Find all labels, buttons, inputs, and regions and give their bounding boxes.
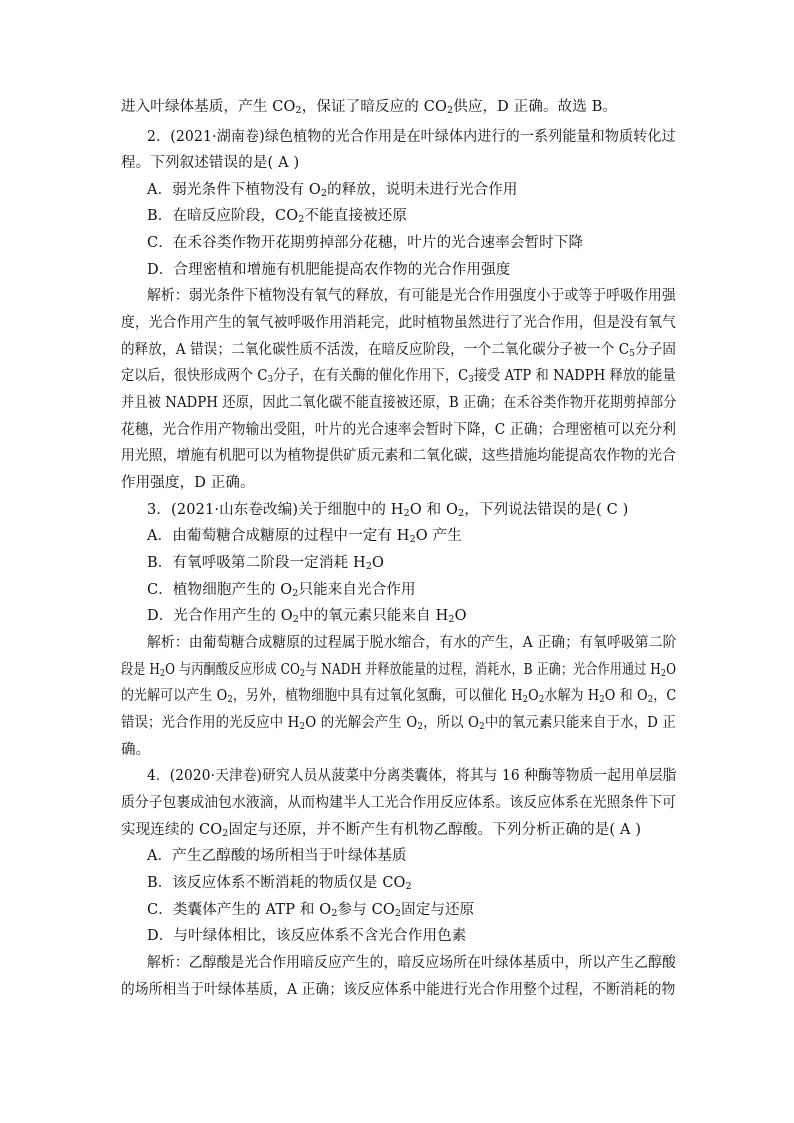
text-run: B．该反应体系不断消耗的物质仅是 CO xyxy=(147,875,406,891)
text-run: 分子固 xyxy=(635,342,677,358)
text-line xyxy=(147,766,677,786)
text-run: 4．(2020·天津卷)研究人员从菠菜中分离类囊体，将其与 16 种酶等物质一起用单层脂 xyxy=(147,768,677,784)
text-run: A．弱光条件下植物没有 O xyxy=(147,182,321,198)
subscript: 2 xyxy=(479,721,485,732)
text-run: 固定与还原 xyxy=(401,902,475,918)
subscript: 2 xyxy=(295,105,302,116)
text-line xyxy=(121,393,676,413)
text-run: O xyxy=(372,555,385,571)
text-run: 用光照，增施有机肥可以为植物提供矿质元素和二氧化碳，这些措施均能提高农作物的光合 xyxy=(121,448,676,464)
text-run: B．在暗反应阶段，CO xyxy=(147,208,299,224)
subscript: 3 xyxy=(468,374,474,385)
text-run: 的场所相当于叶绿体基质，A 正确；该反应体系中能进行光合作用整个过程，不断消耗的物 xyxy=(121,982,676,998)
text-run: O 与丙酮酸反应形成 CO xyxy=(165,662,300,678)
subscript: 2 xyxy=(365,561,373,572)
text-run: 定以后，很快形成两个 C xyxy=(121,368,268,384)
text-line xyxy=(147,953,676,973)
text-line xyxy=(147,873,412,893)
subscript: 2 xyxy=(447,105,454,116)
text-run: 度，光合作用产生的氧气被呼吸作用消耗完，此时植物虽然进行了光合作用，但是没有氧气 xyxy=(121,315,676,331)
text-line xyxy=(147,606,467,626)
text-run: B．有氧呼吸第二阶段一定消耗 H xyxy=(147,555,366,571)
text-run: 分子，在有关酶的催化作用下，C xyxy=(273,368,469,384)
text-run: O xyxy=(666,662,677,678)
text-run: 质分子包裹成油包水液滴，从而构建半人工光合作用反应体系。该反应体系在光照条件下可 xyxy=(121,795,676,811)
text-run: C．在禾谷类作物开花期剪掉部分花穗，叶片的光合速率会暂时下降 xyxy=(147,235,584,251)
text-line xyxy=(147,127,676,147)
text-run: 的释放，A 错误；二氧化碳性质不活泼，在暗反应阶段，一个二氧化碳分子被一个 C xyxy=(121,342,630,358)
subscript: 2 xyxy=(227,694,233,705)
text-line xyxy=(121,980,675,1000)
text-line xyxy=(121,313,676,333)
subscript: 2 xyxy=(292,614,299,625)
subscript: 2 xyxy=(331,908,338,919)
text-line xyxy=(121,793,676,813)
subscript: 2 xyxy=(299,721,306,732)
subscript: 2 xyxy=(222,828,229,839)
text-run: 解析：由葡萄糖合成糖原的过程属于脱水缩合，有水的产生，A 正确；有氧呼吸第二阶 xyxy=(147,635,677,651)
text-run: ，另外，植物细胞中具有过氧化氢酶，可以催化 H xyxy=(232,688,523,704)
text-line xyxy=(121,820,641,840)
text-run: D．光合作用产生的 O xyxy=(147,608,293,624)
text-line xyxy=(147,633,677,653)
text-run: O 的光解会产生 O xyxy=(305,715,418,731)
text-run: 并且被 NADPH 还原，因此二氧化碳不能直接被还原，B 正确；在禾谷类作物开花期剪掉部分 xyxy=(121,395,677,411)
text-run: ，C xyxy=(653,688,677,704)
text-line xyxy=(147,526,462,546)
text-run: ，保证了暗反应的 CO xyxy=(301,99,447,115)
text-line xyxy=(147,846,407,866)
text-line xyxy=(121,97,617,117)
text-run: 实现连续的 CO xyxy=(121,822,223,838)
text-line xyxy=(121,740,150,760)
text-run: 错误；光合作用的光反应中 H xyxy=(121,715,300,731)
subscript: 2 xyxy=(448,614,455,625)
text-run: C．植物细胞产生的 O xyxy=(147,582,293,598)
text-line xyxy=(147,580,416,600)
text-line xyxy=(121,446,676,466)
text-line xyxy=(147,500,629,520)
subscript: 5 xyxy=(629,348,636,359)
text-run: 中的氧元素只能来自于水，D 正 xyxy=(484,715,676,731)
text-run: 中的氧元素只能来自 H xyxy=(298,608,449,624)
text-line xyxy=(121,686,676,706)
text-line xyxy=(147,180,518,200)
subscript: 2 xyxy=(522,694,529,705)
text-run: O 产生 xyxy=(415,528,462,544)
subscript: 3 xyxy=(267,374,274,385)
text-run: 段是 H xyxy=(121,662,160,678)
subscript: 2 xyxy=(409,534,416,545)
text-line xyxy=(147,900,474,920)
text-run: 不能直接被还原 xyxy=(304,208,408,224)
subscript: 2 xyxy=(647,694,654,705)
text-line xyxy=(121,153,299,173)
text-run: 供应，D 正确。故选 B。 xyxy=(453,99,618,115)
text-run: 进入叶绿体基质，产生 CO xyxy=(121,99,296,115)
text-run: 固定与还原，并不断产生有机物乙醇酸。下列分析正确的是( A ) xyxy=(228,822,642,838)
text-run: C．类囊体产生的 ATP 和 O xyxy=(147,902,332,918)
subscript: 2 xyxy=(403,508,410,519)
subscript: 2 xyxy=(599,694,605,705)
subscript: 2 xyxy=(394,908,402,919)
text-line xyxy=(121,366,676,386)
text-run: 花穗，光合作用产物输出受阻，叶片的光合速率会暂时下降，C 正确；合理密植可以充分利 xyxy=(121,422,677,438)
subscript: 2 xyxy=(292,588,299,599)
text-run: O xyxy=(528,688,539,704)
text-run: 解析：乙醇酸是光合作用暗反应产生的，暗反应场所在叶绿体基质中，所以产生乙醇酸 xyxy=(147,955,676,971)
subscript: 2 xyxy=(458,508,465,519)
subscript: 2 xyxy=(298,214,305,225)
text-run: ，下列说法错误的是( C ) xyxy=(464,502,629,518)
text-run: A．产生乙醇酸的场所相当于叶绿体基质 xyxy=(147,848,407,864)
text-run: D．与叶绿体相比，该反应体系不含光合作用色素 xyxy=(147,928,467,944)
subscript: 2 xyxy=(320,188,328,199)
text-line xyxy=(147,926,466,946)
text-run: ，所以 O xyxy=(423,715,480,731)
text-line xyxy=(147,260,510,280)
text-line xyxy=(121,660,676,680)
text-run: 水解为 H xyxy=(544,688,600,704)
text-run: 解析：弱光条件下植物没有氧气的释放，有可能是光合作用强度小于或等于呼吸作用强 xyxy=(147,288,676,304)
text-run: 作用强度，D 正确。 xyxy=(121,475,255,491)
subscript: 2 xyxy=(405,881,412,892)
text-run: 只能来自光合作用 xyxy=(298,582,416,598)
text-run: 的释放，说明未进行光合作用 xyxy=(327,182,518,198)
text-run: O 和 O xyxy=(409,502,459,518)
text-run: 参与 CO xyxy=(337,902,395,918)
text-run: 接受 ATP 和 NADPH 释放的能量 xyxy=(473,368,676,384)
text-run: 程。下列叙述错误的是( A ) xyxy=(121,155,300,171)
text-line xyxy=(147,206,407,226)
text-run: A．由葡萄糖合成糖原的过程中一定有 H xyxy=(147,528,410,544)
text-line xyxy=(121,713,676,733)
text-run: 确。 xyxy=(121,742,151,758)
subscript: 2 xyxy=(417,721,424,732)
text-run: 2．(2021·湖南卷)绿色植物的光合作用是在叶绿体内进行的一系列能量和物质转化过 xyxy=(147,129,676,145)
text-line xyxy=(147,233,583,253)
text-line xyxy=(147,286,676,306)
subscript: 2 xyxy=(660,668,667,679)
text-line xyxy=(121,473,255,493)
subscript: 2 xyxy=(299,668,306,679)
subscript: 2 xyxy=(538,694,545,705)
text-line xyxy=(121,420,676,440)
text-run: 3．(2021·山东卷改编)关于细胞中的 H xyxy=(147,502,404,518)
text-run: 的光解可以产生 O xyxy=(121,688,228,704)
text-run: D．合理密植和增施有机肥能提高农作物的光合作用强度 xyxy=(147,262,511,278)
text-run: 与 NADH 并释放能量的过程，消耗水，B 正确；光合作用通过 H xyxy=(305,662,661,678)
text-run: O 和 O xyxy=(604,688,648,704)
text-line xyxy=(147,553,384,573)
text-run: O xyxy=(454,608,467,624)
text-line xyxy=(121,340,676,360)
subscript: 2 xyxy=(159,668,166,679)
